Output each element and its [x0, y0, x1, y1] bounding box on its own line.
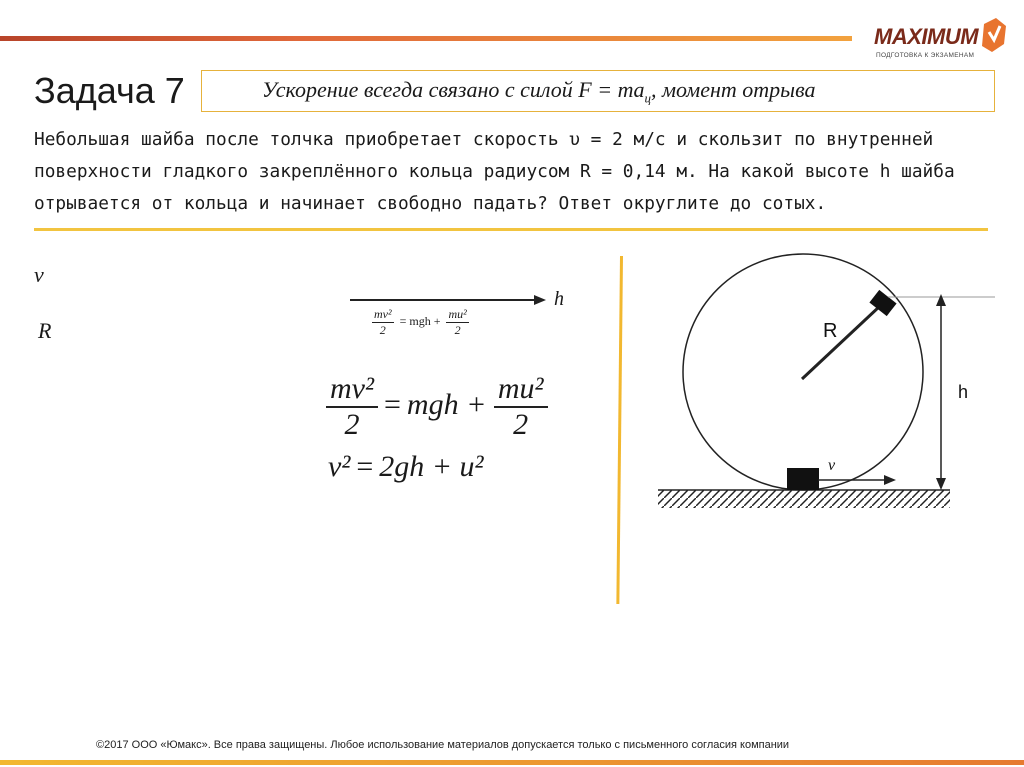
- small-frac-right: [446, 307, 468, 338]
- footer-copyright: ©2017 ООО «Юмакс». Все права защищены. Любое использование материалов допускается только с письменного согласия компании: [96, 739, 790, 751]
- header-accent-bar: [0, 36, 852, 41]
- ground-hatching: [658, 490, 950, 508]
- frac-denominator: 2: [344, 408, 360, 441]
- frac-numerator: mv²: [326, 372, 378, 408]
- diagram-label-v: v⃗: [828, 457, 848, 474]
- arrow-to-h: [348, 292, 548, 308]
- logo-mark-icon: [978, 18, 1008, 58]
- logo-subtitle: ПОДГОТОВКА К ЭКЗАМЕНАМ: [876, 52, 975, 59]
- ring-diagram: [640, 250, 1010, 530]
- puck-bottom: [787, 468, 819, 490]
- hint-suffix: , момент отрыва: [650, 77, 816, 102]
- frac-numerator: mu²: [448, 307, 467, 321]
- logo-text: MAXIMUM: [874, 24, 979, 49]
- variable-v: v: [34, 262, 44, 287]
- radius-line: [802, 306, 880, 379]
- frac-numerator: mu²: [494, 372, 548, 408]
- big-frac-right: [494, 372, 548, 442]
- eq2-rhs: 2gh + u²: [379, 450, 484, 483]
- eq-middle: mgh +: [406, 387, 487, 421]
- height-arrow-top: [936, 294, 946, 306]
- variable-R: R: [38, 318, 52, 343]
- frac-denominator: 2: [379, 323, 386, 337]
- small-frac-left: [372, 307, 394, 338]
- height-arrow-bottom: [936, 478, 946, 490]
- footer-accent-bar: [0, 760, 1024, 765]
- vertical-divider: [616, 256, 623, 604]
- big-frac-left: [326, 372, 378, 442]
- small-equation: [372, 307, 469, 338]
- problem-line: Небольшая шайба после толчка приобретает скорость υ = 2 м/с и скользит по внутренней: [34, 129, 934, 150]
- problem-line: поверхности гладкого закреплённого кольца радиусом R = 0,14 м. На какой высоте h шайба: [34, 161, 955, 182]
- hint-prefix: Ускорение всегда связано с силой: [262, 77, 579, 102]
- slide-title: Задача 7: [34, 70, 185, 111]
- ring-circle: [683, 254, 923, 490]
- velocity-arrow-head: [884, 475, 896, 485]
- eq2-lhs: v²: [328, 450, 351, 483]
- frac-denominator: 2: [454, 323, 461, 337]
- hint-formula: F = ma: [578, 77, 645, 102]
- hint-box: [201, 70, 995, 112]
- eq-middle: = mgh +: [399, 314, 441, 329]
- arrow-label-h: h: [554, 288, 564, 310]
- diagram-label-R: R: [823, 320, 838, 342]
- frac-numerator: mv²: [374, 307, 392, 321]
- velocity-equation: [328, 450, 483, 484]
- problem-text: [34, 124, 1004, 220]
- equals-sign: =: [356, 450, 374, 483]
- energy-equation: [326, 372, 548, 442]
- hint-subscript: ц: [644, 90, 651, 106]
- maximum-logo: [870, 18, 1010, 70]
- frac-denominator: 2: [513, 408, 529, 441]
- equals-sign: =: [383, 387, 401, 421]
- separator-line: [34, 228, 988, 231]
- problem-line: отрывается от кольца и начинает свободно падать? Ответ округлите до сотых.: [34, 193, 827, 214]
- diagram-label-h: h: [958, 382, 969, 402]
